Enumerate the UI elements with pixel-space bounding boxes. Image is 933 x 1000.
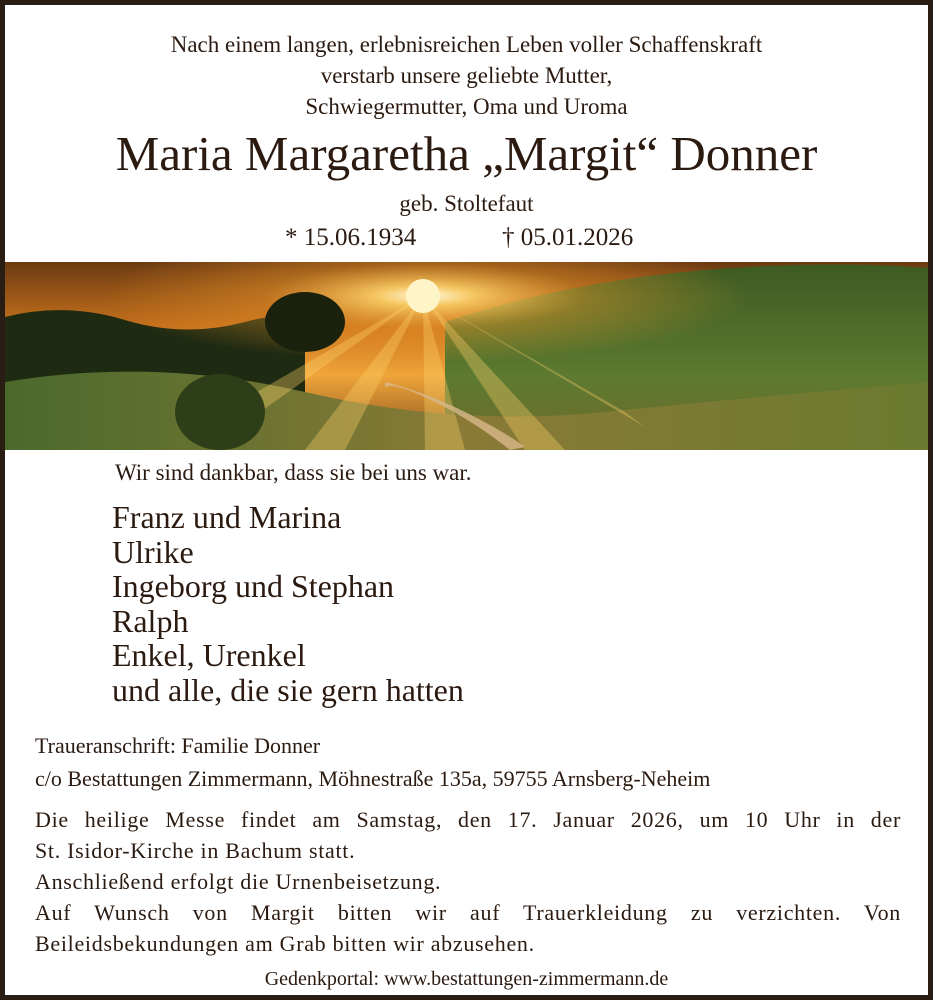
intro-line: verstarb unsere geliebte Mutter, [320, 63, 613, 88]
mourners-list [112, 500, 464, 707]
mourner-entry: Ralph [112, 602, 189, 639]
info-line: Beileidsbekundungen am Grab bitten wir abzusehen. [35, 931, 535, 956]
mourner-entry: Franz und Marina [112, 499, 342, 535]
gratitude-line: Wir sind dankbar, dass sie bei uns war. [115, 460, 472, 485]
info-line: Die heilige Messe findet am Samstag, den 17. Januar 2026, um 10 Uhr in der [35, 807, 901, 832]
mourning-address [35, 729, 710, 795]
death-date: † 05.01.2026 [502, 224, 634, 251]
intro-line: Nach einem langen, erlebnisreichen Leben voller Schaffenskraft [170, 32, 763, 57]
mourner-entry: Ingeborg und Stephan [112, 568, 395, 604]
address-line: Traueranschrift: Familie Donner [35, 733, 321, 758]
mourner-entry: und alle, die sie gern hatten [112, 671, 464, 708]
service-info [35, 804, 901, 959]
info-line: Anschließend erfolgt die Urnenbeisetzung. [35, 869, 442, 894]
intro-line: Schwiegermutter, Oma und Uroma [305, 94, 628, 119]
mourner-entry: Ulrike [112, 533, 194, 570]
sunset-meadow-photo [5, 262, 928, 450]
obituary-notice [5, 5, 928, 995]
maiden-name: geb. Stoltefaut [399, 191, 534, 216]
intro-text [5, 29, 928, 122]
deceased-name: Maria Margaretha „Margit“ Donner [115, 126, 818, 181]
info-line: St. Isidor-Kirche in Bachum statt. [35, 838, 356, 863]
memorial-portal-link[interactable]: Gedenkportal: www.bestattungen-zimmermann.de [264, 968, 669, 990]
birth-date: * 15.06.1934 [285, 224, 417, 251]
mourner-entry: Enkel, Urenkel [112, 637, 306, 673]
info-line: Auf Wunsch von Margit bitten wir auf Trauerkleidung zu verzichten. Von [35, 900, 901, 925]
address-line: c/o Bestattungen Zimmermann, Möhnestraße 135a, 59755 Arnsberg-Neheim [35, 766, 711, 791]
